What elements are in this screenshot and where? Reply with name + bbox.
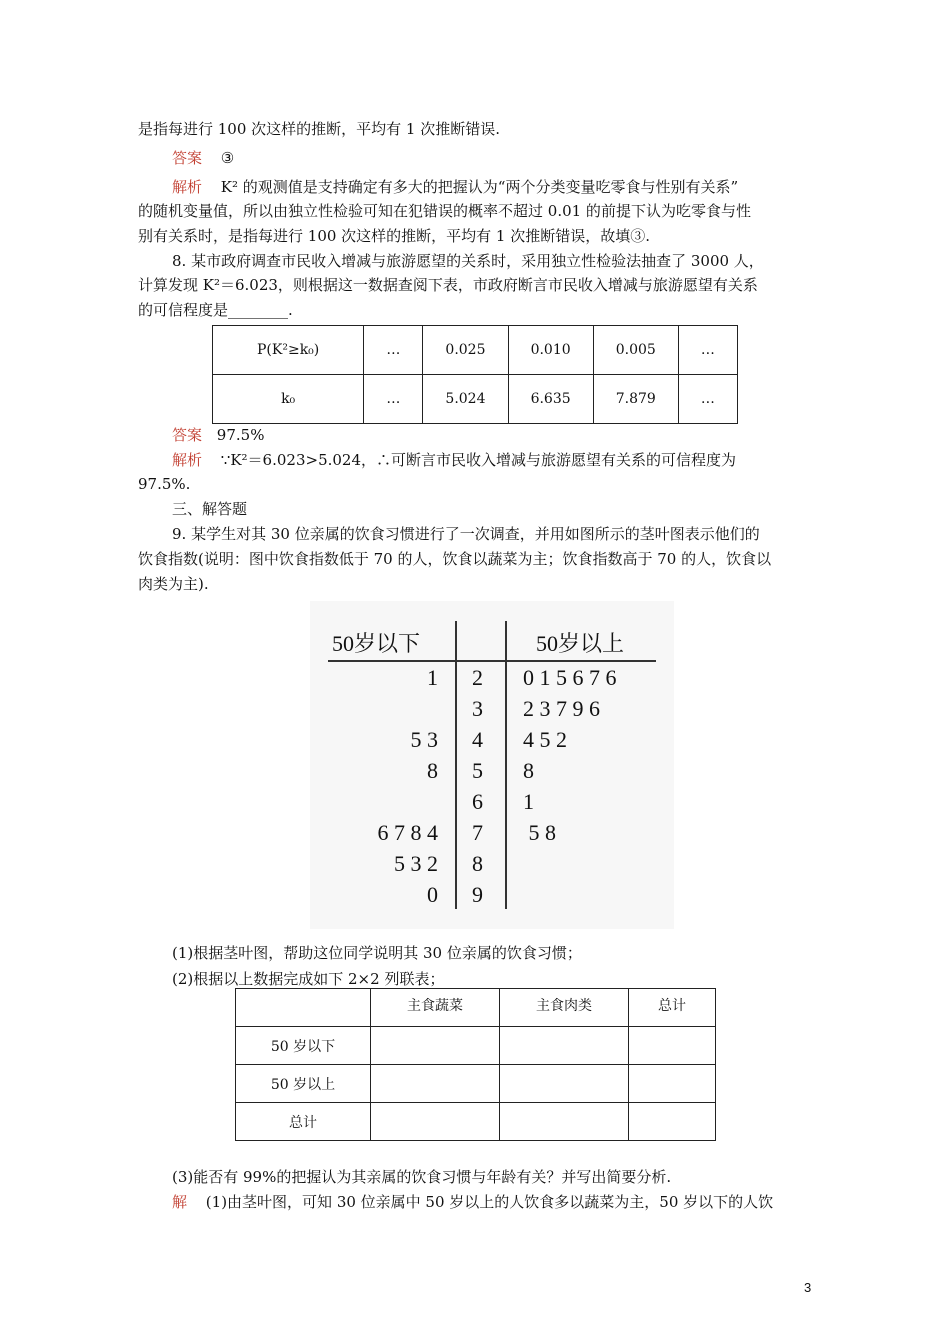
stem: 9 xyxy=(472,882,483,907)
table-header-cell: 总计 xyxy=(629,989,716,1027)
analysis-label: 解析 xyxy=(172,178,203,196)
text-line: 是指每进行 100 次这样的推断，平均有 1 次推断错误. xyxy=(138,120,501,138)
analysis-text: 别有关系时，是指每进行 100 次这样的推断，平均有 1 次推断错误，故填③. xyxy=(138,227,651,245)
table-cell: 0.025 xyxy=(423,326,508,375)
divider xyxy=(505,621,507,909)
right-leaves: 2 3 7 9 6 xyxy=(523,696,600,721)
table-cell: 5.024 xyxy=(423,375,508,424)
section-heading: 三、解答题 xyxy=(172,500,248,518)
analysis-8 xyxy=(172,449,736,471)
answer-7 xyxy=(172,147,234,169)
table-cell: 7.879 xyxy=(593,375,678,424)
right-leaves: 1 xyxy=(523,789,534,814)
left-leaves: 8 xyxy=(427,758,438,783)
left-leaves: 5 3 xyxy=(410,727,438,752)
k-critical-table xyxy=(212,325,738,424)
left-leaves: 1 xyxy=(427,665,438,690)
table-cell: 0.010 xyxy=(508,326,593,375)
table-cell[interactable] xyxy=(500,1065,629,1103)
table-cell[interactable] xyxy=(629,1027,716,1065)
sub-question: (3)能否有 99%的把握认为其亲属的饮食习惯与年龄有关？并写出简要分析. xyxy=(172,1168,672,1186)
stem: 5 xyxy=(472,758,483,783)
table-cell xyxy=(236,989,371,1027)
table-cell: … xyxy=(364,326,423,375)
stem: 7 xyxy=(472,820,483,845)
table-cell: … xyxy=(678,375,737,424)
table-cell[interactable] xyxy=(371,1065,500,1103)
table-cell[interactable] xyxy=(500,1027,629,1065)
answer-value: ③ xyxy=(220,149,235,167)
table-cell[interactable] xyxy=(629,1103,716,1141)
table-row-header: 50 岁以下 xyxy=(236,1027,371,1065)
question-9: 9. 某学生对其 30 位亲属的饮食习惯进行了一次调查，并用如图所示的茎叶图表示他们的 xyxy=(172,525,760,543)
question-8: 的可信程度是________. xyxy=(138,301,293,319)
table-header-cell: 主食蔬菜 xyxy=(371,989,500,1027)
analysis-text: K² 的观测值是支持确定有多大的把握认为“两个分类变量吃零食与性别有关系” xyxy=(220,178,739,196)
table-cell[interactable] xyxy=(371,1103,500,1141)
table-row-header: 总计 xyxy=(236,1103,371,1141)
right-leaves: 5 8 xyxy=(523,820,556,845)
table-header-cell: 主食肉类 xyxy=(500,989,629,1027)
table-cell[interactable] xyxy=(371,1027,500,1065)
right-leaves: 0 1 5 6 7 6 xyxy=(523,665,617,690)
table-cell: 0.005 xyxy=(593,326,678,375)
table-row-header: 50 岁以上 xyxy=(236,1065,371,1103)
table-cell: … xyxy=(364,375,423,424)
contingency-table xyxy=(235,988,716,1141)
stem: 2 xyxy=(472,665,483,690)
table-cell[interactable] xyxy=(500,1103,629,1141)
divider xyxy=(455,621,457,909)
answer-label: 答案 xyxy=(172,426,203,444)
analysis-text: 97.5%. xyxy=(138,475,191,493)
question-8: 8. 某市政府调查市民收入增减与旅游愿望的关系时，采用独立性检验法抽查了 3000 人， xyxy=(172,252,764,270)
left-header: 50岁以下 xyxy=(332,631,421,656)
solution-label: 解 xyxy=(172,1193,188,1211)
table-cell: 6.635 xyxy=(508,375,593,424)
analysis-7 xyxy=(172,176,738,198)
question-8: 计算发现 K²＝6.023，则根据这一数据查阅下表，市政府断言市民收入增减与旅游愿望有关系 xyxy=(138,276,758,294)
divider xyxy=(328,660,656,662)
stem: 6 xyxy=(472,789,483,814)
right-header: 50岁以上 xyxy=(536,631,625,656)
sub-question: (1)根据茎叶图，帮助这位同学说明其 30 位亲属的饮食习惯； xyxy=(172,944,582,962)
analysis-text: 的随机变量值，所以由独立性检验可知在犯错误的概率不超过 0.01 的前提下认为吃零食与性 xyxy=(138,202,751,220)
stem: 8 xyxy=(472,851,483,876)
analysis-text: ∵K²＝6.023>5.024，∴可断言市民收入增减与旅游愿望有关系的可信程度为 xyxy=(220,451,737,469)
right-leaves: 4 5 2 xyxy=(523,727,567,752)
table-cell: k₀ xyxy=(213,375,364,424)
answer-label: 答案 xyxy=(172,149,203,167)
page-number: 3 xyxy=(804,1280,812,1295)
question-9: 肉类为主). xyxy=(138,575,209,593)
stem-leaf-plot xyxy=(310,601,674,929)
table-cell: … xyxy=(678,326,737,375)
stem: 4 xyxy=(472,727,483,752)
question-9: 饮食指数(说明：图中饮食指数低于 70 的人，饮食以蔬菜为主；饮食指数高于 70 的人，饮食以 xyxy=(138,550,772,568)
right-leaves: 8 xyxy=(523,758,534,783)
analysis-label: 解析 xyxy=(172,451,203,469)
answer-8 xyxy=(172,424,264,446)
left-leaves: 0 xyxy=(427,882,438,907)
answer-value: 97.5% xyxy=(216,426,265,444)
solution xyxy=(172,1191,773,1213)
solution-text: (1)由茎叶图，可知 30 位亲属中 50 岁以上的人饮食多以蔬菜为主，50 岁以下的人饮 xyxy=(205,1193,774,1211)
table-cell: P(K²≥k₀) xyxy=(213,326,364,375)
left-leaves: 6 7 8 4 xyxy=(377,820,438,845)
stem: 3 xyxy=(472,696,483,721)
table-cell[interactable] xyxy=(629,1065,716,1103)
sub-question: (2)根据以上数据完成如下 2×2 列联表； xyxy=(172,970,445,988)
left-leaves: 5 3 2 xyxy=(394,851,438,876)
